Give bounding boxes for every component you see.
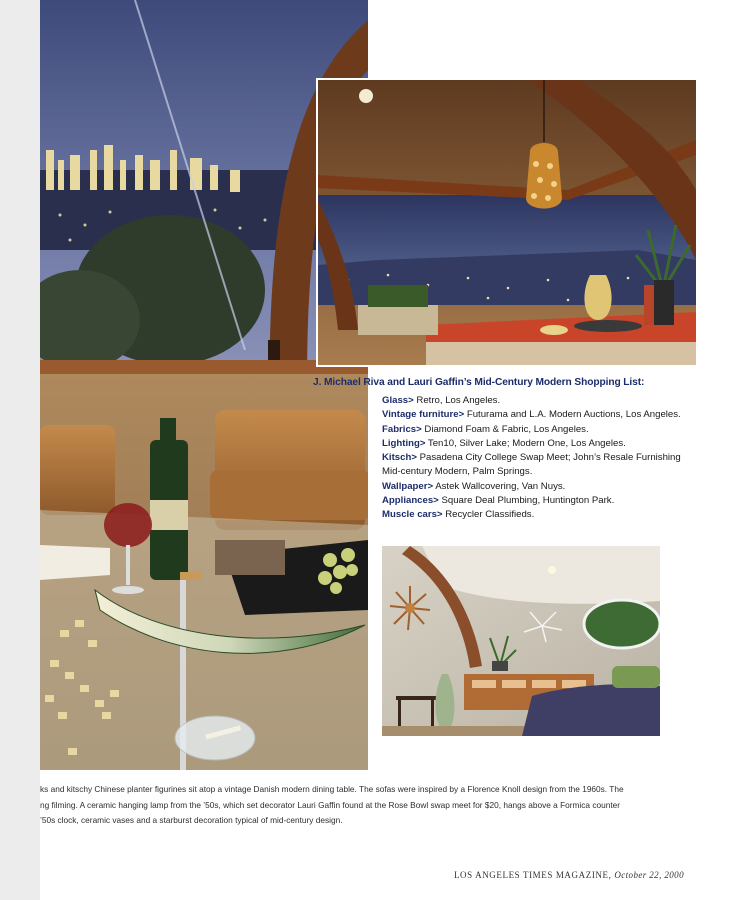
list-item-muscle-cars: [382, 508, 682, 522]
list-item-label: Glass>: [382, 395, 414, 406]
list-item-text: Pasadena City College Swap Meet; John’s Resale Furnishing Mid-century Modern, Palm Springs.: [382, 452, 681, 478]
caption-line: ks and kitschy Chinese planter figurines sit atop a vintage Danish modern dining table. The sofas were inspired by a Florence Knoll design from the 1960s. The: [40, 784, 624, 794]
list-item-appliances: [382, 494, 682, 508]
list-item-text: Astek Wallcovering, Van Nuys.: [433, 480, 566, 492]
issue-date: October 22, 2000: [614, 870, 684, 880]
list-item-label: Fabrics>: [382, 423, 422, 435]
list-item-glass: [382, 394, 682, 408]
list-item-text: Square Deal Plumbing, Huntington Park.: [438, 495, 615, 507]
list-item-text: Recycler Classifieds.: [442, 509, 535, 521]
list-item-label: Muscle cars>: [382, 509, 443, 521]
photo-caption: [40, 782, 680, 829]
list-item-vintage-furniture: [382, 408, 682, 422]
shopping-list: [382, 394, 682, 523]
list-item-lighting: [382, 437, 682, 451]
list-item-text: Diamond Foam & Fabric, Los Angeles.: [421, 423, 589, 435]
list-item-fabrics: [382, 423, 682, 437]
kitchen-counter-photo: [316, 78, 698, 367]
list-item-kitsch: [382, 451, 682, 480]
list-item-text: Retro, Los Angeles.: [413, 395, 501, 406]
list-item-label: Appliances>: [382, 495, 439, 507]
list-item-text: Futurama and L.A. Modern Auctions, Los Angeles.: [464, 409, 681, 421]
page-gutter: [0, 0, 40, 900]
caption-line: ng filming. A ceramic hanging lamp from the ’50s, which set decorator Lauri Gaffin found at the Rose Bowl swap meet for $20, hangs above a Formica counter: [40, 799, 621, 810]
list-item-label: Wallpaper>: [382, 480, 434, 492]
list-item-label: Kitsch>: [382, 452, 417, 464]
list-item-text: Ten10, Silver Lake; Modern One, Los Angeles.: [425, 437, 626, 449]
shopping-list-title: J. Michael Riva and Lauri Gaffin’s Mid-Century Modern Shopping List:: [313, 377, 645, 388]
list-item-label: Vintage furniture>: [382, 409, 465, 421]
page-footer: [454, 870, 684, 880]
publication-name: LOS ANGELES TIMES MAGAZINE,: [453, 870, 612, 880]
list-item-label: Lighting>: [382, 437, 426, 449]
list-item-wallpaper: [382, 480, 682, 494]
bedroom-photo: [382, 546, 660, 736]
caption-line: ’50s clock, ceramic vases and a starburst decoration typical of mid-century design.: [40, 815, 343, 825]
